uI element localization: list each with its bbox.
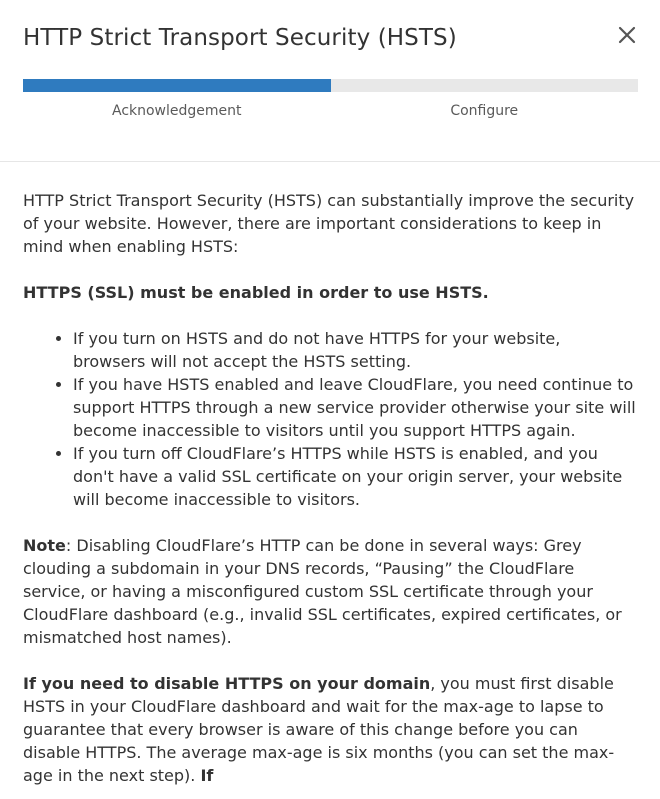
list-item: • If you turn off CloudFlare’s HTTPS while HSTS is enabled, and you don't have a valid SSL certificate on your origin server, your website will become inaccessible to visitors. [73,442,637,511]
dialog-title: HTTP Strict Transport Security (HSTS) [23,25,457,51]
disable-https-trailing: If [200,766,214,785]
close-button[interactable] [616,24,638,46]
note-text: : Disabling CloudFlare’s HTTP can be done in several ways: Grey clouding a subdomain in your DNS records, “Pausing” the CloudFlare service, or having a misconfigured custom SSL certificate through your CloudFlare dashboard (e.g., invalid SSL certificates, expired certificates, or mismatched host names). [23,536,622,647]
wizard-progress-bar [23,79,638,92]
list-item: • If you have HSTS enabled and leave CloudFlare, you need continue to support HTTPS through a new service provider otherwise your site will become inaccessible to visitors until you support HTTPS again. [73,373,637,442]
list-item: • If you turn on HSTS and do not have HTTPS for your website, browsers will not accept the HSTS setting. [73,327,637,373]
disable-https-paragraph [23,672,637,787]
intro-paragraph: HTTP Strict Transport Security (HSTS) can substantially improve the security of your website. However, there are important considerations to keep in mind when enabling HSTS: [23,191,635,256]
dialog-body [0,162,660,787]
wizard-steps [23,103,638,119]
disable-https-text: , you must first disable HSTS in your CloudFlare dashboard and wait for the max-age to lapse to guarantee that every browser is aware of this change before you can disable HTTPS. The average max-age is six months (you can set the max-age in the next step). [23,674,615,785]
requirement-heading: HTTPS (SSL) must be enabled in order to use HSTS. [23,283,489,302]
wizard-progress-fill [23,79,331,92]
close-icon [616,24,638,46]
considerations-list [23,327,637,511]
dialog-header [0,0,660,162]
step-acknowledgement[interactable]: Acknowledgement [111,103,242,119]
note-paragraph [23,534,637,649]
disable-https-label: If you need to disable HTTPS on your domain [23,674,431,693]
step-configure[interactable]: Configure [450,103,519,119]
note-label: Note [23,536,66,555]
